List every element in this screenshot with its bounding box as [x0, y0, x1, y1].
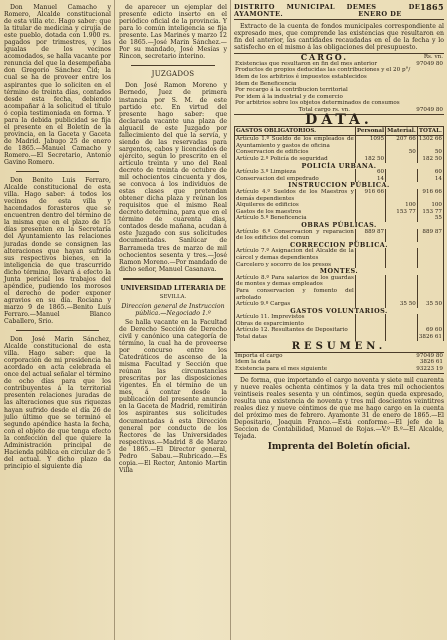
column-divider	[114, 0, 115, 640]
table-cell: 50	[417, 149, 443, 156]
cargo-title: CARGO.	[300, 52, 349, 63]
table-cell	[415, 94, 444, 101]
table-cell: 1302 66	[417, 136, 443, 150]
table-cell: 60	[417, 169, 443, 176]
table-cell	[386, 169, 418, 176]
table-cell: 60	[355, 169, 385, 176]
column-middle	[119, 4, 227, 476]
table-row: Por arbitrios sobre los objetos determinados de consumos	[235, 100, 400, 107]
paragraph: Don José Marin Sánchez, Alcalde constitucional de esta villa. Hago saber: que la corporación de mi presidencia ha acordado en acta celebrada el once del actual señalar el término de ocho días para que los contribuyentes á la territorial presenten relaciones juradas de las alteraciones que sus riquezas hayan sufrido desde el día 26 de julio último que se terminó el segundo apéndice hasta la fecha, con el objeto de que tenga efecto la confección del que quiere la Administración principal de Hacienda pública en circular de 5 del actual. Y dicho plazo da principio el siguiente día	[4, 336, 112, 470]
table-cell: 14	[417, 176, 443, 183]
column-divider	[230, 0, 231, 640]
table-row	[235, 189, 444, 202]
table-cell: 889 87	[355, 229, 385, 242]
table-cell	[355, 209, 385, 216]
column-header: GASTOS OBLIGATORIOS.	[235, 126, 356, 136]
table-row	[235, 314, 444, 321]
table-row: Existencia para el mes siguiente	[235, 365, 328, 372]
row-label: Artículo 7.º Asignacion del Alcalde de la cárcel y demas dependientes	[236, 248, 354, 261]
row-label: Artículo 5.º Beneficencia	[235, 215, 356, 222]
section-label: MONTES.	[235, 268, 444, 275]
table-cell: 50	[386, 149, 418, 156]
table-cell	[415, 100, 444, 107]
table-cell	[355, 202, 385, 209]
table-cell: 1095	[355, 136, 385, 150]
table-cell: 3826 61	[419, 359, 443, 366]
table-cell	[386, 189, 418, 202]
table-row: Idem la data	[235, 359, 271, 366]
row-label: Artículo 6.º Conservacion y reparacion de los edificios del comun	[236, 228, 354, 242]
table-row: Importa el cargo	[235, 352, 283, 359]
section-label: INSTRUCCION PÚBLICA.	[235, 182, 444, 189]
table-row: Existencias que resultaron en fin del mes anterior	[235, 60, 378, 67]
paragraph: Don Benito Luis Ferraro, Alcalde constitucional de esta villa. Hago saber: á todos los vecinos de esta villa y hacendados forasteros que se encuentren dentro del término de la misma que en el plazo de 15 días presenten en la Secretaría del Ayuntamiento las relaciones juradas donde se consignen las alteraciones que hayan sufrido sus respectivos bienes, en la inteligencia de que trascurrido dicho término, llevará á efecto la Junta pericial los trabajos del apéndice, pudiendo los morosos el derecho de poder exponer agravios en su día. Rociana y marzo 9 de 1865.—Benito Luis Ferraro.—Manuel Blanco Caballero, Srio.	[4, 177, 111, 326]
table-row	[235, 288, 444, 301]
row-label: Artículo 8.º Para salarios de los guardas de montes y demas empleados	[236, 274, 354, 288]
table-cell	[415, 67, 444, 74]
table-cell	[355, 262, 385, 269]
table-cell: 97049 80	[416, 352, 443, 359]
table-cell	[386, 176, 418, 183]
table-cell: 100	[417, 202, 443, 209]
table-cell: 207 66	[386, 136, 418, 150]
row-label: Carcelero y socorro de los presos	[235, 262, 356, 269]
table-cell	[355, 275, 385, 288]
column-header: Material.	[386, 126, 418, 136]
table-cell	[417, 248, 443, 261]
table-cell	[386, 334, 418, 341]
table-cell: 55	[417, 215, 443, 222]
row-label: Conservacion del empedrado	[235, 176, 356, 183]
gastos-table	[234, 126, 444, 341]
row-label: Artículo 2.º Policía de seguridad	[235, 156, 356, 163]
printer-imprint: Imprenta del Boletín oficial.	[267, 441, 411, 452]
total-label: Total cargo rs. vn.	[298, 107, 351, 114]
table-cell	[386, 248, 418, 261]
row-label: Obras de esparcimiento	[235, 321, 356, 328]
paragraph: Don Manuel Camacho y Romero, Alcalde constitucional de esta villa etc. Hago saber: que la titular de medicina y cirujía de este pueblo, dotada con 1.900 rs. pagados por trimestres, y las igualas de los vecinos acomodados, se halla vacante por renuncia del que la desempeñaba don Gregorio Sánchez Cid; la cual se ha de proveer entre los aspirantes que lo soliciten en el término de treinta días, contados desde esta fecha, debiendo acompañar á la solicitud el título ó copia testimoniada en forma. Y para la debida publicidad se fija el presente en el Boletín de la provincia, en la Gaceta y Gaceta de Madrid. Jabugo 25 de enero de 1865.—Manuel Camacho y Romero.—El Secretario, Antonio Gavino Romero.	[4, 4, 111, 167]
cargo-table	[234, 53, 444, 114]
section-heading: UNIVERSIDAD LITERARIA DE	[120, 284, 226, 292]
section-label: GASTOS VOLUNTARIOS.	[235, 308, 444, 315]
account-header	[234, 4, 444, 20]
table-cell	[386, 262, 418, 269]
table-row: Por recargo á la contribucion territorial	[235, 87, 348, 94]
table-cell	[355, 288, 385, 301]
table-row: Idem de Beneficencia	[235, 80, 297, 87]
column-header: TOTAL.	[417, 126, 443, 136]
paragraph: Extracto de la cuenta de fondos municipales correspondiente al expresado mes, que comprende las existencias que resultaron en fin del anterior, las cantidades recaudadas en el de la fecha y lo satisfecho en el mismo á las obligaciones del presupuesto.	[234, 23, 444, 52]
column-right	[234, 4, 444, 451]
table-cell	[415, 81, 444, 88]
row-label: Gastos de los maestros	[235, 209, 356, 216]
table-cell	[415, 87, 444, 94]
subheading: SEVILLA.	[159, 293, 187, 300]
table-cell: 35 50	[386, 301, 418, 308]
table-cell	[417, 275, 443, 288]
table-cell	[386, 327, 418, 334]
table-cell	[417, 262, 443, 269]
row-label: Total datas	[235, 334, 356, 341]
table-cell	[386, 314, 418, 321]
total-value: 97049 80	[416, 107, 443, 114]
section-label: OBRAS PÚBLICAS.	[235, 222, 444, 229]
row-label: Alquileres de edificios	[235, 202, 356, 209]
table-row: Por idem á la industrial y de comercio	[235, 93, 343, 100]
subheading: Direccion general de Instruccion pública.—Negociado 1.º	[121, 302, 225, 317]
divider	[16, 330, 99, 331]
paragraph: Don José Ramon Moreno y Bernedo, Juez de primera instancia por S. M. de este partido etc. En virtud del presente hago saber: que declarada vacante una plaza de alguacil de este Juzgado por fallecimiento del que la servía, y siendo de las reservadas para sargentos, cabos y licenciados de ejército, según lo prescrito en el artículo treinta y uno del Real decreto de treinta de octubre de mil ochocientos cincuenta y dos, se convoca á los individuos de estas clases que pretendan obtener dicha plaza y reúnan los requisitos que el mismo Real decreto determina, para que en el término de cuarenta días, contados desde mañana, acudan á este Juzgado con sus solicitudes documentadas. Sanlúcar de Barrameda tres de marzo de mil ochocientos sesenta y tres.—José Ramon Moreno.—Por mandado de dicho señor, Manuel Casanava.	[119, 82, 227, 273]
table-cell	[415, 74, 444, 81]
column-header: Personal	[355, 126, 385, 136]
table-cell	[355, 314, 385, 321]
table-cell: 69 60	[417, 327, 443, 334]
section-label: CORRECCION PÚBLICA.	[235, 242, 444, 249]
table-cell: 182 50	[417, 156, 443, 163]
table-cell	[386, 288, 418, 301]
currency-label: Rs. vn.	[423, 54, 443, 61]
row-label: Artículo 12. Resultantes de Depositario	[235, 327, 356, 334]
table-row: Productos de propios deducidas las contribuciones y el 20 p°/	[235, 67, 411, 74]
table-cell: 100	[386, 202, 418, 209]
district-label: DISTRITO MUNICIPAL DE AYAMONTE.	[234, 3, 359, 19]
paragraph: Se halla vacante en la Facultad de Derecho Sección de Derecho civil y canónico una categoría de término, la cual ha de proveerse por concurso entre los Catedráticos de ascenso de la misma Facultad y Sección que reúnan las circunstancias prescritas por las disposiciones vigentes. En el término de un mes, á contar desde la publicación del presente anuncio en la Gaceta de Madrid, remitirán los aspirantes sus solicitudes documentadas á esta Dirección general por conducto de los Rectores de las Universidades respectivas.—Madrid 8 de Marzo de 1865.—El Director general, Pedro Sabau.—Rubricado.—Es copia.—El Rector, Antonio Martin Villa	[119, 318, 227, 474]
table-cell	[386, 156, 418, 163]
table-row: Idem de los arbitrios é impuestos establecidos	[235, 74, 367, 81]
table-cell	[417, 321, 443, 328]
table-cell: 153 77	[417, 209, 443, 216]
table-cell	[355, 149, 385, 156]
row-label: Artículo 1.º Sueldo de los empleados de Ayuntamiento y gastos de oficina	[236, 136, 354, 149]
table-cell: 889 87	[417, 229, 443, 242]
table-cell	[386, 215, 418, 222]
resumen-title: RESUMEN.	[291, 340, 387, 352]
table-cell: 916 66	[355, 189, 385, 202]
table-cell: 182 50	[355, 156, 385, 163]
table-row	[235, 202, 444, 209]
table-row	[235, 327, 444, 334]
paragraph: de aparecer un ejemplar del presente edicto inserto en el periódico oficial de la provincia. Y para lo común inteligencia se fija presente. Las Marines y marzo 12 de 1865.—José Marin Sánchez.—Por su mandado, José Mesías y Rincon, secretario interino.	[119, 4, 227, 61]
table-cell: 97049 80	[416, 60, 443, 67]
table-cell	[386, 275, 418, 288]
data-title: DATA.	[305, 111, 373, 128]
row-label: Artículo 11. Imprevistos	[235, 314, 356, 321]
table-row	[235, 169, 444, 176]
row-label: Conservacion de edificios	[235, 149, 356, 156]
row-label: Para conservacion y fomento del arbolado	[236, 287, 354, 301]
table-cell	[386, 229, 418, 242]
table-row	[235, 334, 444, 341]
table-row	[235, 275, 444, 288]
table-row	[235, 268, 444, 275]
row-label: Artículo 9.º Cargas	[235, 301, 356, 308]
table-cell: 3826 61	[418, 334, 442, 341]
table-cell	[417, 314, 443, 321]
row-label: Artículo 3.º Limpieza	[235, 169, 356, 176]
divider	[16, 171, 99, 172]
resumen-table	[234, 352, 444, 374]
table-cell	[386, 321, 418, 328]
table-cell: 35 50	[417, 301, 443, 308]
table-cell	[355, 334, 385, 341]
divider	[131, 65, 215, 66]
table-row	[235, 229, 444, 242]
table-row	[235, 248, 444, 261]
month-label: MES DE ENERO DE	[358, 3, 421, 19]
table-row	[235, 136, 444, 150]
table-cell	[355, 327, 385, 334]
table-cell	[417, 288, 443, 301]
row-label: Artículo 4.º Sueldos de los Maestros y demás dependientes	[236, 189, 354, 202]
column-left	[4, 4, 111, 472]
paragraph: De forma, que importando el cargo noventa y siete mil cuarenta y nueve reales ochenta céntimos y la data tres mil ochocientos veintiseis reales sesenta y un céntimos, según queda expresado, resulta una existencia de noventa y tres mil doscientos veintitres reales diez y nueve céntimos de que me hago cargo en la cuenta del próximo mes de febrero. Ayamonte 31 de enero de 1865.—El Depositario, Joaquin Franco.—Está conforme.—El jefe de la Seccion de Contabilidad, Manuel de Rojas.—V.º B.º—El Alcalde, Tejada.	[234, 376, 444, 440]
divider	[123, 278, 223, 280]
table-cell	[355, 248, 385, 261]
table-cell	[355, 321, 385, 328]
table-cell: 916 66	[417, 189, 443, 202]
section-label: POLICÍA URBANA.	[235, 163, 444, 170]
table-row	[235, 222, 444, 229]
table-cell: 93223 19	[416, 365, 443, 372]
table-cell: 14	[355, 176, 385, 183]
table-cell: 153 77	[386, 209, 418, 216]
year-label: 1865	[420, 2, 444, 12]
section-heading: JUZGADOS	[151, 70, 195, 79]
